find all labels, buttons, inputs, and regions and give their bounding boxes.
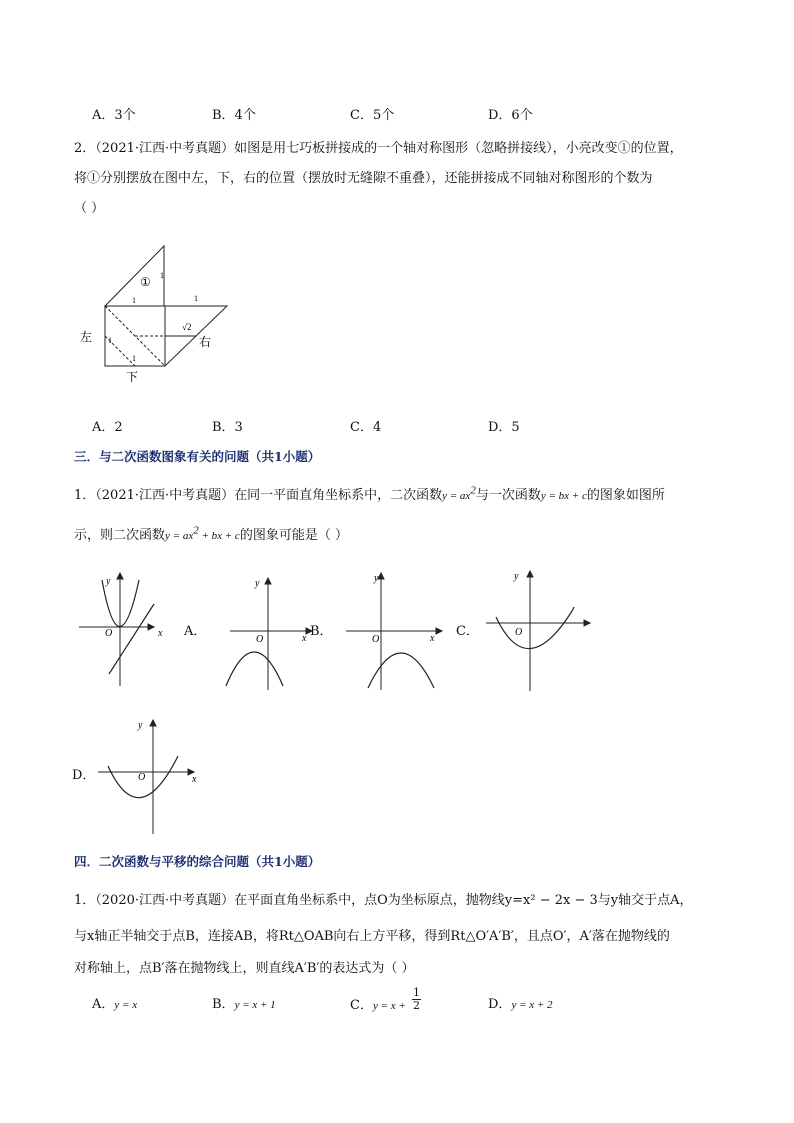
q2-option-b: B．3 xyxy=(212,420,243,435)
right-trapezoid xyxy=(165,306,227,336)
option-c-graph xyxy=(344,568,454,693)
d-x-label: x xyxy=(192,774,197,785)
label-1a: 1 xyxy=(160,271,164,280)
tangram-figure xyxy=(74,240,244,390)
label-1d: 1 xyxy=(108,336,112,345)
sec3-option-b: B． xyxy=(310,624,333,639)
q2-option-a: A．2 xyxy=(92,420,123,435)
section-3-title: 三．与二次函数图象有关的问题（共1小题） xyxy=(74,449,321,464)
q2-line1: 2．（2021·江西·中考真题）如图是用七巧板拼接成的一个轴对称图形（忽略拼接线），小亮改变①的位置， xyxy=(74,141,683,156)
d-o-label: O xyxy=(138,772,146,783)
sec4-option-d: D．y = x + 2 xyxy=(488,997,553,1012)
d-y-label: y xyxy=(138,720,143,731)
ref-x-label: x xyxy=(158,628,163,639)
option-a-prev: A．3个 xyxy=(92,108,136,123)
d1-y-label: y xyxy=(514,571,519,582)
label-bottom: 下 xyxy=(126,370,139,384)
c-y-label: y xyxy=(374,573,379,584)
sec3-option-a: A． xyxy=(184,624,207,639)
fraction-one-half: $\frac{1}{2}$ xyxy=(412,986,420,1012)
reference-graph xyxy=(74,568,174,688)
sec4-q1-line3: 对称轴上，点B′落在抛物线上，则直线A′B′的表达式为（ ） xyxy=(74,961,415,976)
label-right: 右 xyxy=(199,335,212,349)
sec3-option-c: C． xyxy=(456,624,479,639)
option-b-prev: B．4个 xyxy=(212,108,256,123)
option-d-prev: D．6个 xyxy=(488,108,533,123)
option-d-graph xyxy=(94,714,209,836)
sec4-option-b: B．y = x + 1 xyxy=(212,997,276,1012)
q2-line2: 将①分别摆放在图中左，下，右的位置（摆放时无缝隙不重叠），还能拼接成不同轴对称图形的个数为 xyxy=(74,171,653,186)
label-left: 左 xyxy=(80,330,93,344)
q2-line3: （ ） xyxy=(74,201,105,216)
sec3-option-d: D． xyxy=(72,768,96,783)
c-o-label: O xyxy=(372,634,380,645)
circle-1-label: ① xyxy=(140,275,151,289)
sec3-q1-line1: 1．（2021·江西·中考真题）在同一平面直角坐标系中，二次函数$y = ax^2$与一次函数y = bx + c的图象如图所 xyxy=(74,484,665,503)
q2-option-d: D．5 xyxy=(488,420,520,435)
label-1c: 1 xyxy=(194,294,198,303)
label-1e: 1 xyxy=(132,354,136,363)
q2-option-c: C．4 xyxy=(350,420,382,435)
option-c-prev: C．5个 xyxy=(350,108,395,123)
section-4-title: 四．二次函数与平移的综合问题（共1小题） xyxy=(74,854,321,869)
sec4-option-a: A．y = x xyxy=(92,997,138,1012)
c-x-label: x xyxy=(430,633,435,644)
b-y-label: y xyxy=(255,578,260,589)
ref-o-label: O xyxy=(105,628,113,639)
sec4-q1-line2: 与x轴正半轴交于点B，连接AB，将Rt△OAB向右上方平移，得到Rt△O′A′B′，且点O′，A′落在抛物线的 xyxy=(74,929,670,944)
sec4-q1-line1: 1．（2020·江西·中考真题）在平面直角坐标系中，点O为坐标原点，抛物线y=x² − 2x − 3与y轴交于点A， xyxy=(74,893,693,908)
option-b-graph xyxy=(220,568,320,693)
sec3-q1-line2: 示，则二次函数$y = ax^2$ + bx + c的图象可能是（ ） xyxy=(74,524,348,543)
label-1b: 1 xyxy=(132,296,136,305)
sec4-option-c: C．$_{y = x +}$ $\frac{1}{2}$ xyxy=(350,986,420,1013)
label-sqrt2: √2 xyxy=(182,322,192,332)
d1-o-label: O xyxy=(515,627,523,638)
b-x-label: x xyxy=(302,633,307,644)
b-o-label: O xyxy=(256,634,264,645)
option-c-parabola-graph xyxy=(482,565,597,693)
ref-y-label: y xyxy=(106,576,111,587)
